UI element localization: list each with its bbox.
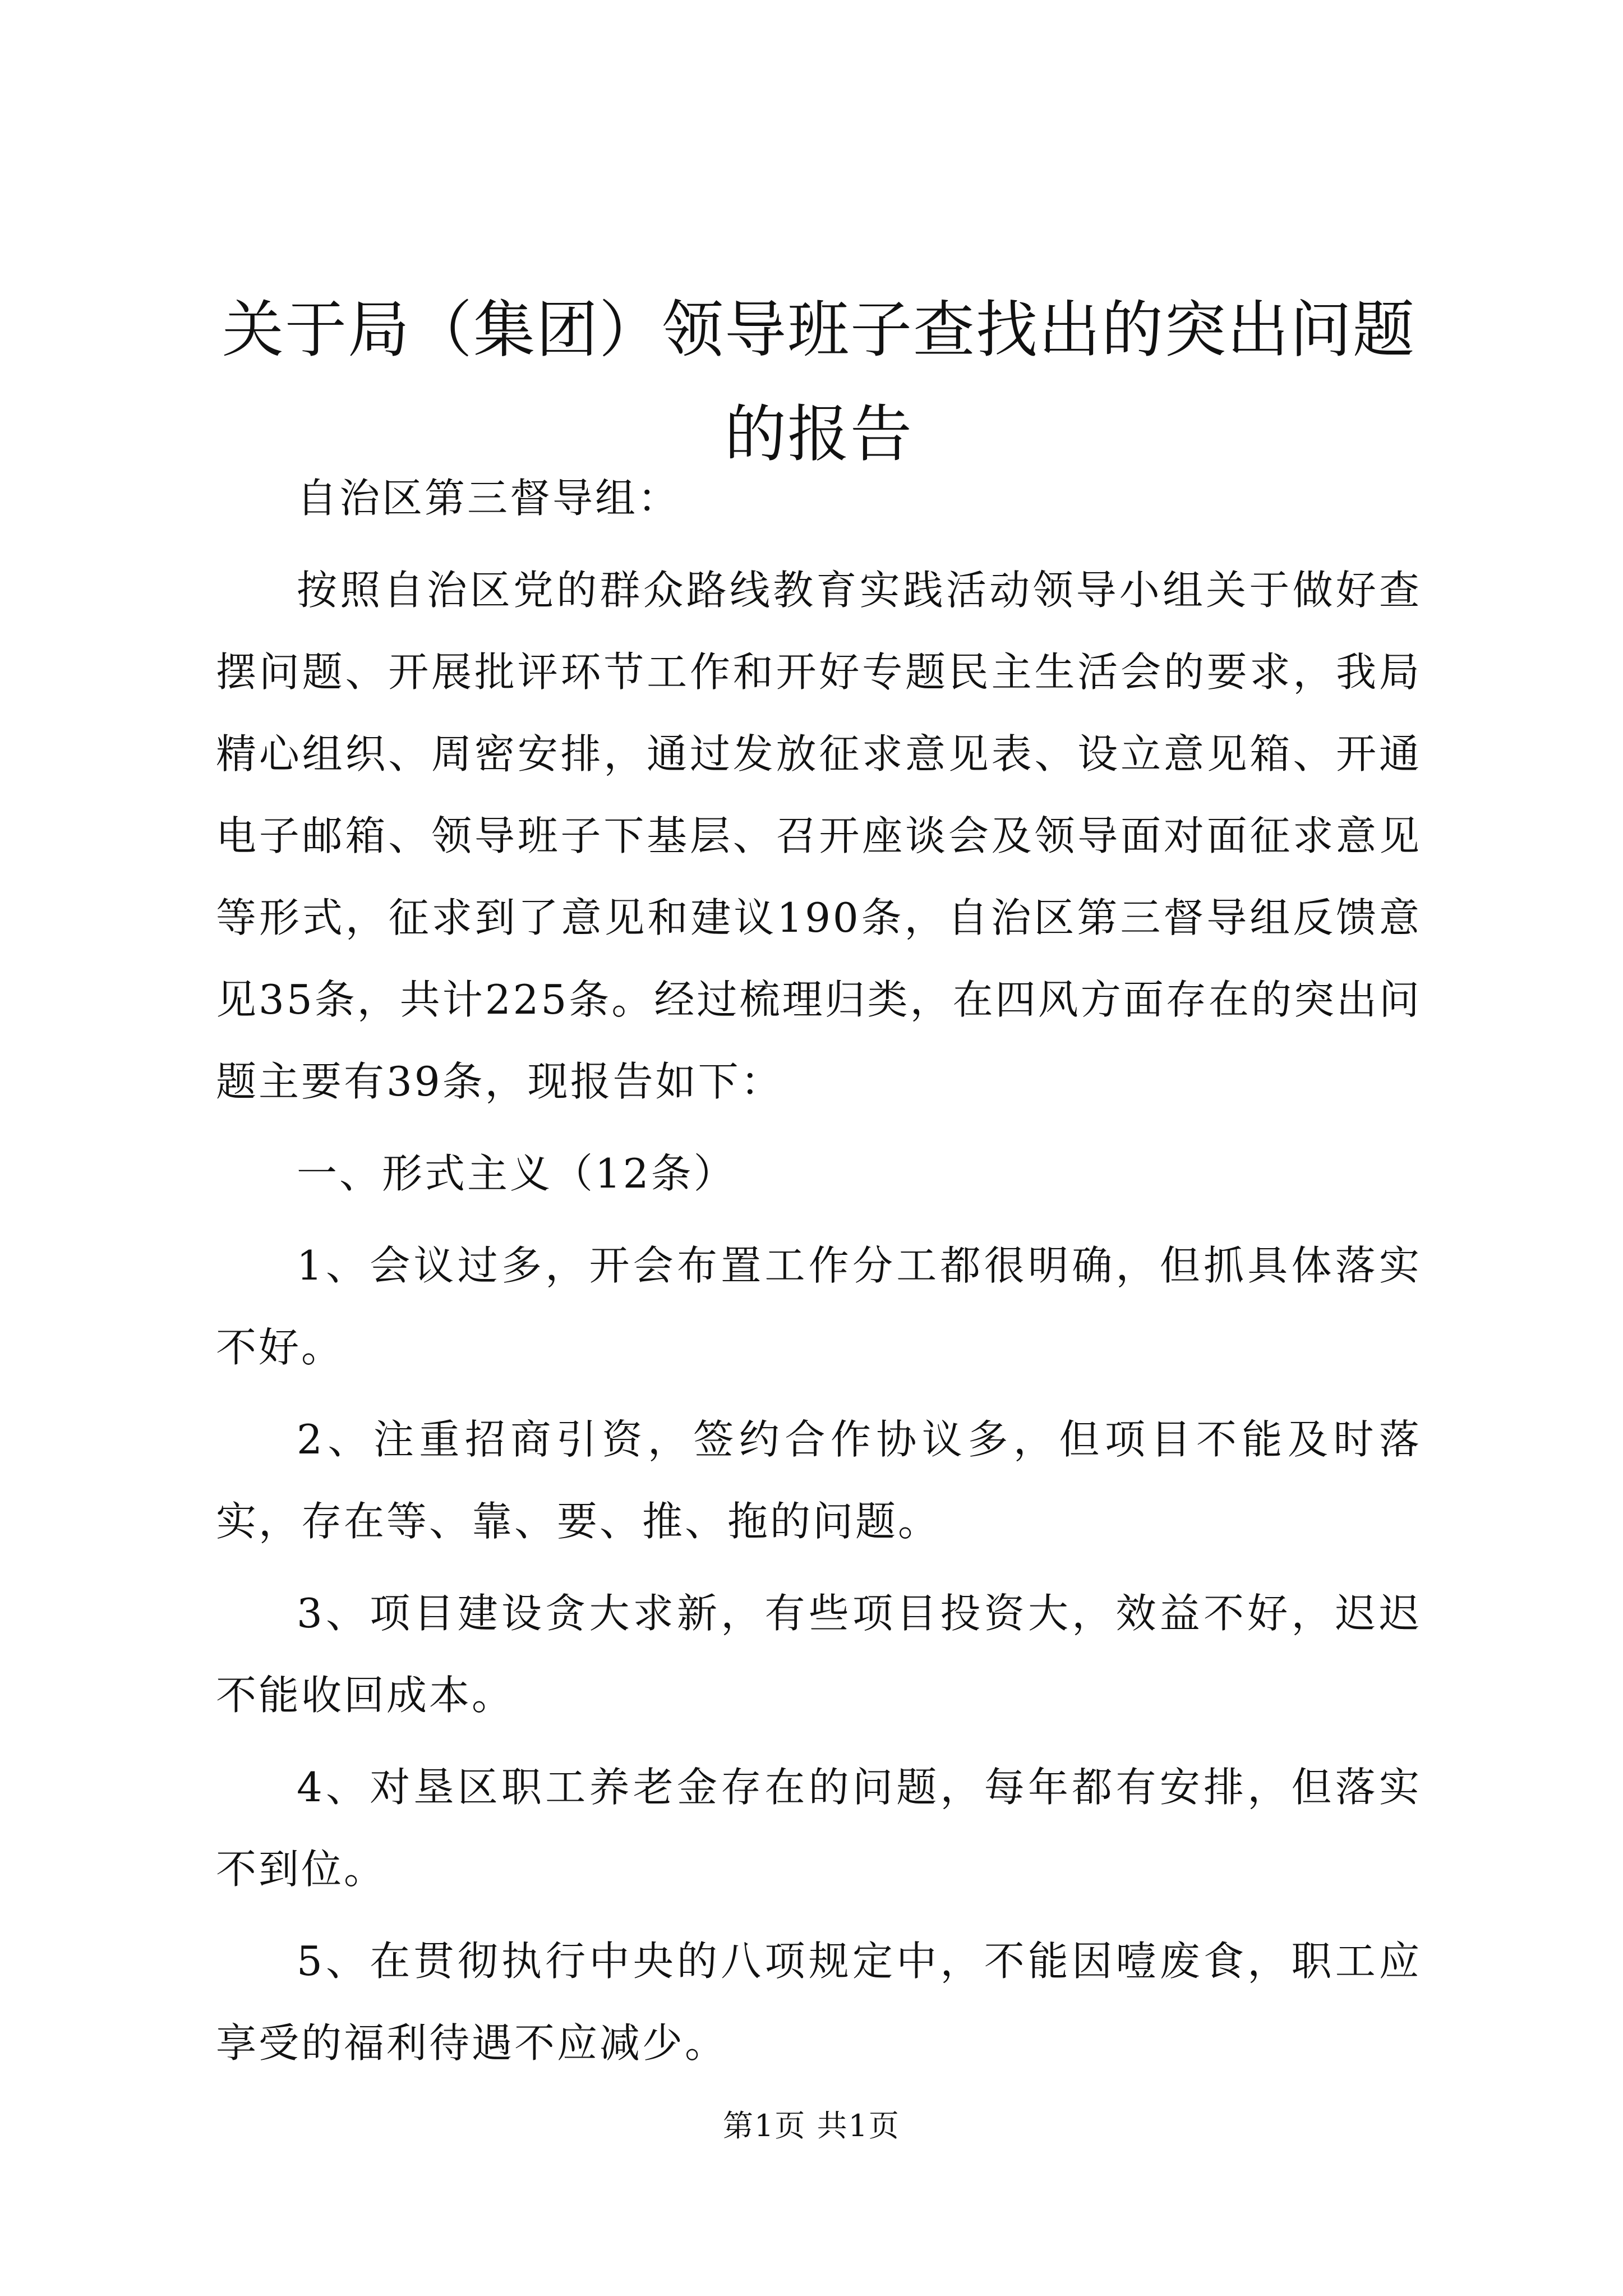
list-item: 2、注重招商引资，签约合作协议多，但项目不能及时落实，存在等、靠、要、推、拖的问题。 (216, 1416, 1422, 1545)
paragraph-intro: 按照自治区党的群众路线教育实践活动领导小组关于做好查摆问题、开展批评环节工作和开好专题民主生活会的要求，我局精心组织、周密安排，通过发放征求意见表、设立意见箱、开通电子邮箱、领导班子下基层、召开座谈会及领导面对面征求意见等形式，征求到了意见和建议190条，自治区第三督导组反馈意见35条，共计225条。经过梳理归类，在四风方面存在的突出问题主要有39条，现报告如下： (216, 567, 1422, 1105)
salutation: 自治区第三督导组： (297, 475, 681, 522)
page-number-footer: 第1页 共1页 (723, 2108, 900, 2143)
list-item: 1、会议过多，开会布置工作分工都很明确，但抓具体落实不好。 (216, 1242, 1422, 1371)
section-heading: 一、形式主义（12条） (297, 1150, 736, 1197)
list-item: 4、对垦区职工养老金存在的问题，每年都有安排，但落实不到位。 (216, 1764, 1422, 1893)
document-title: 关于局（集团）领导班子查找出的突出问题的报告 (222, 294, 1415, 470)
list-item: 3、项目建设贪大求新，有些项目投资大，效益不好，迟迟不能收回成本。 (216, 1590, 1422, 1719)
document-body (216, 457, 1422, 2084)
list-item: 5、在贯彻执行中央的八项规定中，不能因噎废食，职工应享受的福利待遇不应减少。 (216, 1938, 1422, 2067)
